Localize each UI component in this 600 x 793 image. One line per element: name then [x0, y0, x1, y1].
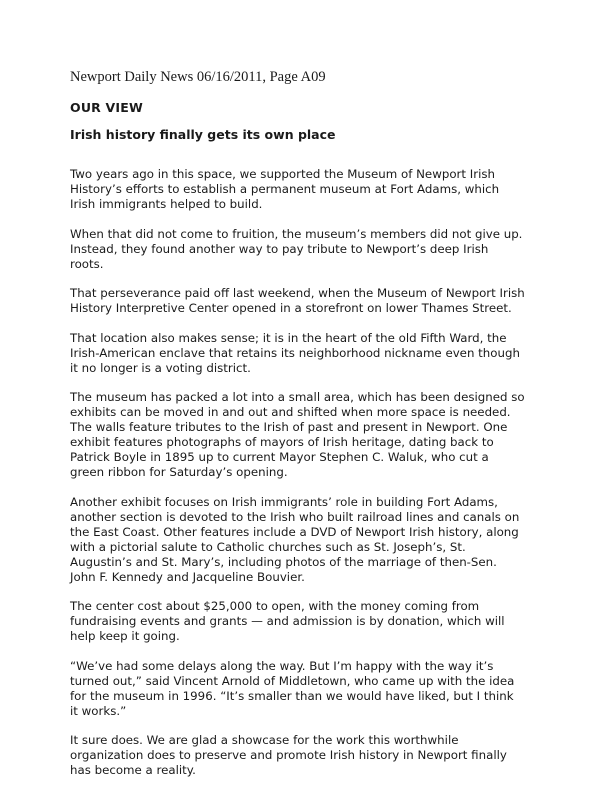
paragraph-line: Irish-American enclave that retains its neighborhood nickname even though — [70, 345, 520, 360]
paragraph-line: with a pictorial salute to Catholic churches such as St. Joseph’s, St. — [70, 539, 466, 554]
paragraph-line: Two years ago in this space, we supported the Museum of Newport Irish — [70, 167, 495, 181]
paragraph-line: “We’ve had some delays along the way. But I’m happy with the way it’s — [70, 658, 494, 673]
paragraph-line: History Interpretive Center opened in a storefront on lower Thames Street. — [70, 301, 512, 315]
paragraph-line: another section is devoted to the Irish who built railroad lines and canals on — [70, 509, 520, 524]
paragraph-line: it works.” — [70, 703, 127, 718]
paragraph-line: it no longer is a voting district. — [70, 360, 251, 375]
paragraph-line: roots. — [70, 256, 104, 271]
paragraph-line: When that did not come to fruition, the museum’s members did not give up. — [70, 226, 523, 241]
paragraph-line: History’s efforts to establish a permanent museum at Fort Adams, which — [70, 182, 500, 196]
article-paragraph — [70, 599, 560, 644]
article-paragraph — [70, 495, 560, 585]
paragraph-line: John F. Kennedy and Jacqueline Bouvier. — [70, 569, 305, 584]
paragraph-line: The museum has packed a lot into a small area, which has been designed so — [70, 390, 525, 404]
paragraph-line: green ribbon for Saturday’s opening. — [70, 465, 288, 479]
article-paragraph — [70, 227, 560, 272]
paragraph-line: fundraising events and grants — and admission is by donation, which will — [70, 614, 505, 628]
paragraph-line: turned out,” said Vincent Arnold of Middletown, who came up with the idea — [70, 673, 515, 688]
paragraph-line: help keep it going. — [70, 629, 180, 643]
paragraph-line: Patrick Boyle in 1895 up to current Mayor Stephen C. Waluk, who cut a — [70, 450, 489, 464]
paragraph-line: for the museum in 1996. “It’s smaller than we would have liked, but I think — [70, 688, 514, 703]
paragraph-line: It sure does. We are glad a showcase for the work this worthwhile — [70, 733, 459, 747]
article-paragraph — [70, 659, 560, 719]
article-paragraph — [70, 167, 560, 212]
paragraph-line: exhibits can be moved in and out and shifted when more space is needed. — [70, 405, 511, 419]
paragraph-line: the East Coast. Other features include a DVD of Newport Irish history, along — [70, 524, 519, 539]
paragraph-line: The walls feature tributes to the Irish of past and present in Newport. One — [70, 420, 508, 434]
paragraph-line: The center cost about $25,000 to open, with the money coming from — [70, 599, 480, 613]
article-paragraph — [70, 733, 560, 778]
paragraph-line: Irish immigrants helped to build. — [70, 197, 263, 211]
paragraph-line: That perseverance paid off last weekend, when the Museum of Newport Irish — [70, 286, 525, 300]
paragraph-line: Augustin’s and St. Mary’s, including photos of the marriage of then-Sen. — [70, 554, 497, 569]
article-paragraph — [70, 331, 560, 376]
paragraph-line: exhibit features photographs of mayors of Irish heritage, dating back to — [70, 435, 494, 449]
article-paragraph — [70, 286, 560, 316]
paragraph-line: That location also makes sense; it is in the heart of the old Fifth Ward, the — [70, 330, 507, 345]
article-body — [70, 167, 560, 793]
paragraph-line: Another exhibit focuses on Irish immigrants’ role in building Fort Adams, — [70, 494, 498, 509]
article-paragraph — [70, 390, 560, 480]
source-line: Newport Daily News 06/16/2011, Page A09 — [70, 69, 326, 85]
paragraph-line: Instead, they found another way to pay tribute to Newport’s deep Irish — [70, 241, 489, 256]
paragraph-line: has become a reality. — [70, 763, 196, 777]
section-label: OUR VIEW — [70, 100, 144, 115]
paragraph-line: organization does to preserve and promote Irish history in Newport finally — [70, 748, 507, 762]
headline: Irish history finally gets its own place — [70, 127, 336, 142]
